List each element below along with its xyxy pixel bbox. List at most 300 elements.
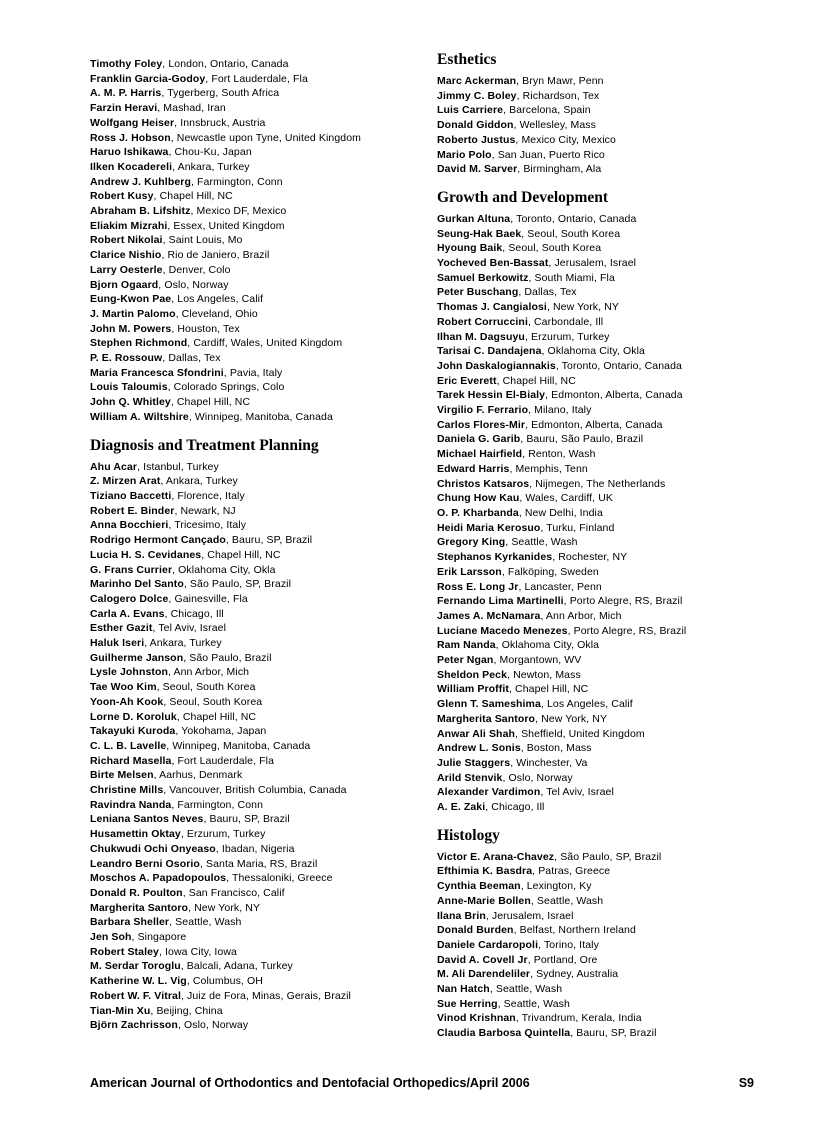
reviewer-location: , Chapel Hill, NC bbox=[170, 396, 251, 409]
reviewer-name: Ram Nanda bbox=[437, 639, 496, 652]
reviewer-name: G. Frans Currier bbox=[90, 563, 173, 576]
reviewer-entry bbox=[90, 219, 438, 234]
reviewer-entry bbox=[437, 477, 782, 492]
reviewer-name: Maria Francesca Sfondrini bbox=[90, 366, 224, 379]
reviewer-name: Gregory King bbox=[437, 536, 506, 549]
reviewer-name: Ilken Kocadereli bbox=[90, 160, 173, 173]
reviewer-location: , Chou-Ku, Japan bbox=[168, 146, 252, 159]
reviewer-entry bbox=[437, 103, 782, 118]
reviewer-entry bbox=[90, 959, 438, 974]
reviewer-location: , São Paulo, Brazil bbox=[183, 651, 272, 664]
reviewer-location: , Los Angeles, Calif bbox=[540, 698, 633, 711]
reviewer-entry bbox=[90, 278, 438, 293]
reviewer-location: , Yokohama, Japan bbox=[175, 725, 267, 738]
reviewer-name: Franklin Garcia-Godoy bbox=[90, 72, 206, 85]
reviewer-location: , Seattle, Wash bbox=[497, 997, 570, 1010]
reviewer-name: Abraham B. Lifshitz bbox=[90, 205, 191, 218]
reviewer-location: , Balcali, Adana, Turkey bbox=[180, 960, 293, 973]
reviewer-entry bbox=[437, 653, 782, 668]
reviewer-entry bbox=[437, 118, 782, 133]
reviewer-name: Mario Polo bbox=[437, 148, 492, 161]
reviewer-name: Daniela G. Garib bbox=[437, 433, 521, 446]
reviewer-location: , Ann Arbor, Mich bbox=[168, 666, 250, 679]
reviewer-entry bbox=[90, 189, 438, 204]
reviewer-name: Donald Burden bbox=[437, 924, 514, 937]
reviewer-name: Esther Gazit bbox=[90, 622, 153, 635]
section-heading: Esthetics bbox=[437, 51, 497, 68]
reviewer-name: Christos Katsaros bbox=[437, 477, 530, 490]
reviewer-location: , Newark, NJ bbox=[174, 504, 236, 517]
reviewer-location: , Sheffield, United Kingdom bbox=[515, 727, 645, 740]
reviewer-entry bbox=[90, 504, 438, 519]
reviewer-location: , Houston, Tex bbox=[171, 322, 240, 335]
reviewer-entry bbox=[437, 89, 782, 104]
reviewer-name: Moschos A. Papadopoulos bbox=[90, 872, 227, 885]
reviewer-location: , Istanbul, Turkey bbox=[137, 460, 219, 473]
reviewer-location: , Torino, Italy bbox=[538, 938, 599, 951]
reviewer-location: , Chapel Hill, NC bbox=[176, 710, 257, 723]
reviewer-location: , Belfast, Northern Ireland bbox=[513, 924, 636, 937]
reviewer-entry bbox=[90, 768, 438, 783]
reviewer-location: , Seoul, South Korea bbox=[163, 695, 263, 708]
reviewer-name: Katherine W. L. Vig bbox=[90, 975, 187, 988]
reviewer-location: , Rochester, NY bbox=[552, 551, 628, 564]
reviewer-name: Jimmy C. Boley bbox=[437, 89, 517, 102]
reviewer-location: , Seattle, Wash bbox=[530, 894, 604, 907]
reviewer-name: Marc Ackerman bbox=[437, 75, 517, 87]
section-heading: Histology bbox=[437, 826, 500, 844]
footer-page-number: S9 bbox=[738, 1076, 754, 1090]
reviewer-entry bbox=[437, 850, 782, 865]
reviewer-entry bbox=[437, 74, 782, 89]
reviewer-entry bbox=[437, 1026, 782, 1041]
reviewer-name: Lorne D. Koroluk bbox=[90, 710, 177, 723]
reviewer-entry bbox=[437, 491, 782, 506]
reviewer-name: Heidi Maria Kerosuo bbox=[437, 521, 541, 534]
reviewer-entry bbox=[437, 894, 782, 909]
reviewer-location: , Seoul, South Korea bbox=[502, 242, 602, 255]
reviewer-name: Roberto Justus bbox=[437, 133, 516, 146]
reviewer-name: Björn Zachrisson bbox=[90, 1019, 178, 1032]
reviewer-location: , Juiz de Fora, Minas, Gerais, Brazil bbox=[180, 989, 351, 1002]
reviewer-entry bbox=[90, 621, 438, 636]
reviewer-entry bbox=[90, 915, 438, 930]
reviewer-name: Julie Staggers bbox=[437, 756, 511, 769]
reviewer-name: Nan Hatch bbox=[437, 983, 490, 996]
reviewer-location: , Winchester, Va bbox=[510, 756, 588, 769]
reviewer-location: , Porto Alegre, RS, Brazil bbox=[563, 595, 683, 608]
reviewer-name: Anne-Marie Bollen bbox=[437, 894, 531, 907]
reviewer-entry bbox=[90, 131, 438, 146]
reviewer-name: P. E. Rossouw bbox=[90, 352, 163, 365]
reviewer-entry bbox=[437, 133, 782, 148]
reviewer-location: , Richardson, Tex bbox=[516, 89, 600, 102]
reviewer-location: , Pavia, Italy bbox=[223, 366, 283, 379]
reviewer-name: Stephen Richmond bbox=[90, 337, 188, 350]
reviewer-location: , Chapel Hill, NC bbox=[496, 374, 576, 387]
reviewer-location: , South Miami, Fla bbox=[528, 271, 615, 284]
reviewer-name: Anna Bocchieri bbox=[90, 519, 169, 532]
right-column bbox=[437, 51, 782, 1041]
reviewer-entry bbox=[437, 741, 782, 756]
reviewer-entry bbox=[437, 609, 782, 624]
reviewer-location: , Ibadan, Nigeria bbox=[215, 842, 295, 855]
reviewer-location: , Toronto, Ontario, Canada bbox=[510, 212, 637, 225]
reviewer-entry bbox=[90, 116, 438, 131]
reviewer-entry bbox=[90, 533, 438, 548]
reviewer-name: Margherita Santoro bbox=[90, 901, 189, 914]
reviewer-location: , London, Ontario, Canada bbox=[162, 58, 289, 70]
reviewer-name: Ahu Acar bbox=[90, 460, 138, 473]
reviewer-name: Birte Melsen bbox=[90, 769, 154, 782]
reviewer-name: Gurkan Altuna bbox=[437, 212, 511, 225]
reviewer-name: Barbara Sheller bbox=[90, 916, 170, 929]
reviewer-location: , Gainesville, Fla bbox=[168, 592, 248, 605]
reviewer-name: Lucia H. S. Cevidanes bbox=[90, 548, 202, 561]
reviewer-name: Chung How Kau bbox=[437, 492, 520, 505]
reviewer-entry bbox=[90, 739, 438, 754]
reviewer-entry bbox=[90, 665, 438, 680]
reviewer-entry bbox=[90, 886, 438, 901]
reviewer-entry bbox=[90, 322, 438, 337]
reviewer-entry bbox=[90, 592, 438, 607]
reviewer-entry bbox=[90, 101, 438, 116]
reviewer-name: Erik Larsson bbox=[437, 565, 502, 578]
reviewer-location: , Seattle, Wash bbox=[169, 916, 242, 929]
reviewer-entry bbox=[90, 710, 438, 725]
reviewer-name: Husamettin Oktay bbox=[90, 828, 181, 841]
reviewer-location: , Nijmegen, The Netherlands bbox=[529, 477, 666, 490]
reviewer-location: , Oslo, Norway bbox=[177, 1019, 249, 1032]
reviewer-location: , Newcastle upon Tyne, United Kingdom bbox=[170, 131, 362, 144]
reviewer-entry bbox=[437, 785, 782, 800]
reviewer-location: , Barcelona, Spain bbox=[503, 104, 591, 117]
reviewer-name: Robert Staley bbox=[90, 945, 159, 958]
reviewer-entry bbox=[90, 204, 438, 219]
reviewer-location: , Tygerberg, South Africa bbox=[161, 87, 280, 100]
reviewer-entry bbox=[90, 460, 438, 475]
section-heading: Diagnosis and Treatment Planning bbox=[90, 436, 319, 454]
reviewer-name: Donald R. Poulton bbox=[90, 886, 183, 899]
reviewer-entry bbox=[437, 300, 782, 315]
reviewer-name: C. L. B. Lavelle bbox=[90, 739, 167, 752]
reviewer-name: Vinod Krishnan bbox=[437, 1012, 516, 1025]
reviewer-entry bbox=[90, 160, 438, 175]
reviewer-name: Marinho Del Santo bbox=[90, 578, 184, 591]
reviewer-entry bbox=[90, 798, 438, 813]
reviewer-entry bbox=[90, 827, 438, 842]
reviewer-entry bbox=[437, 506, 782, 521]
reviewer-entry bbox=[90, 607, 438, 622]
reviewer-entry bbox=[437, 1011, 782, 1026]
reviewer-location: , Aarhus, Denmark bbox=[153, 769, 243, 782]
reviewer-entry bbox=[90, 548, 438, 563]
reviewer-location: , Carbondale, Ill bbox=[527, 315, 604, 328]
reviewer-name: Larry Oesterle bbox=[90, 263, 163, 276]
reviewer-location: , Saint Louis, Mo bbox=[162, 234, 243, 247]
reviewer-name: Haruo Ishikawa bbox=[90, 146, 169, 159]
reviewer-name: John M. Powers bbox=[90, 322, 172, 335]
reviewer-location: , Bryn Mawr, Penn bbox=[516, 75, 604, 87]
reviewer-location: , Oslo, Norway bbox=[158, 278, 229, 291]
reviewer-entry bbox=[437, 374, 782, 389]
reviewer-entry bbox=[90, 263, 438, 278]
reviewer-name: Glenn T. Sameshima bbox=[437, 698, 541, 711]
reviewer-entry bbox=[437, 418, 782, 433]
reviewer-name: Eric Everett bbox=[437, 374, 497, 387]
reviewer-name: Claudia Barbosa Quintella bbox=[437, 1027, 571, 1040]
reviewer-name: Peter Ngan bbox=[437, 654, 494, 667]
reviewer-name: J. Martin Palomo bbox=[90, 307, 176, 320]
reviewer-entry bbox=[437, 162, 782, 177]
reviewer-name: Ilhan M. Dagsuyu bbox=[437, 330, 525, 343]
reviewer-entry bbox=[437, 388, 782, 403]
reviewer-entry bbox=[90, 410, 438, 425]
reviewer-name: Robert E. Binder bbox=[90, 504, 175, 517]
reviewer-entry bbox=[437, 462, 782, 477]
reviewer-name: Sue Herring bbox=[437, 997, 498, 1010]
reviewer-entry bbox=[90, 489, 438, 504]
reviewer-name: Michael Hairfield bbox=[437, 448, 523, 461]
reviewer-location: , Chapel Hill, NC bbox=[509, 683, 589, 696]
reviewer-name: Sheldon Peck bbox=[437, 668, 508, 681]
reviewer-entry bbox=[90, 292, 438, 307]
reviewer-name: Virgilio F. Ferrario bbox=[437, 404, 529, 417]
reviewer-name: James A. McNamara bbox=[437, 609, 541, 622]
reviewer-entry bbox=[437, 938, 782, 953]
reviewer-name: Thomas J. Cangialosi bbox=[437, 301, 547, 314]
reviewer-name: Daniele Cardaropoli bbox=[437, 938, 539, 951]
reviewer-entry bbox=[437, 967, 782, 982]
reviewer-name: O. P. Kharbanda bbox=[437, 506, 519, 519]
reviewer-name: Leandro Berni Osorio bbox=[90, 857, 200, 870]
reviewer-name: Robert Kusy bbox=[90, 190, 154, 203]
reviewer-entry bbox=[90, 842, 438, 857]
reviewer-name: Leniana Santos Neves bbox=[90, 813, 204, 826]
reviewer-name: Rodrigo Hermont Cançado bbox=[90, 534, 226, 547]
reviewer-entry bbox=[437, 624, 782, 639]
reviewer-location: , Lancaster, Penn bbox=[518, 580, 602, 593]
reviewer-location: , Cardiff, Wales, United Kingdom bbox=[187, 337, 343, 350]
reviewer-entry bbox=[437, 697, 782, 712]
reviewer-name: Lysle Johnston bbox=[90, 666, 169, 679]
reviewer-name: A. M. P. Harris bbox=[90, 87, 162, 100]
reviewer-location: , Santa Maria, RS, Brazil bbox=[199, 857, 318, 870]
reviewer-name: William A. Wiltshire bbox=[90, 410, 189, 423]
reviewer-entry bbox=[90, 680, 438, 695]
reviewer-entry bbox=[90, 724, 438, 739]
reviewer-location: , Jerusalem, Israel bbox=[548, 257, 637, 270]
reviewer-entry bbox=[437, 521, 782, 536]
reviewer-entry bbox=[437, 638, 782, 653]
reviewer-name: Eliakim Mizrahi bbox=[90, 219, 168, 232]
reviewer-name: Takayuki Kuroda bbox=[90, 725, 176, 738]
reviewer-location: , New York, NY bbox=[188, 901, 261, 914]
reviewer-name: Christine Mills bbox=[90, 784, 164, 797]
reviewer-location: , Ankara, Turkey bbox=[160, 475, 238, 488]
reviewer-location: , Essex, United Kingdom bbox=[167, 219, 285, 232]
reviewer-name: Luis Carriere bbox=[437, 104, 504, 117]
reviewer-entry bbox=[90, 901, 438, 916]
reviewer-location: , Thessaloniki, Greece bbox=[226, 872, 333, 885]
reviewer-name: Carlos Flores-Mir bbox=[437, 418, 526, 431]
reviewer-name: Yocheved Ben-Bassat bbox=[437, 257, 549, 270]
reviewer-entry bbox=[90, 86, 438, 101]
reviewer-entry bbox=[437, 315, 782, 330]
reviewer-entry bbox=[437, 800, 782, 815]
reviewer-name: Donald Giddon bbox=[437, 119, 514, 132]
reviewer-entry bbox=[437, 909, 782, 924]
reviewer-location: , Oklahoma City, Okla bbox=[541, 345, 645, 358]
reviewer-entry bbox=[437, 148, 782, 163]
reviewer-name: Robert W. F. Vitral bbox=[90, 989, 181, 1002]
reviewer-name: Ross E. Long Jr bbox=[437, 580, 519, 593]
reviewer-entry bbox=[437, 344, 782, 359]
reviewer-location: , Winnipeg, Manitoba, Canada bbox=[188, 410, 333, 423]
reviewer-location: , Boston, Mass bbox=[520, 742, 592, 755]
reviewer-entry bbox=[90, 380, 438, 395]
reviewer-entry bbox=[90, 754, 438, 769]
reviewer-entry bbox=[437, 594, 782, 609]
reviewer-location: , Vancouver, British Columbia, Canada bbox=[163, 784, 347, 797]
reviewer-location: , Mexico DF, Mexico bbox=[190, 205, 287, 218]
reviewer-location: , Edmonton, Alberta, Canada bbox=[545, 389, 683, 402]
reviewer-name: Tiziano Baccetti bbox=[90, 489, 172, 502]
reviewer-name: Guilherme Janson bbox=[90, 651, 184, 664]
reviewer-name: Ross J. Hobson bbox=[90, 131, 171, 144]
reviewer-name: Tarek Hessin El-Bialy bbox=[437, 389, 546, 402]
reviewer-name: Tarisai C. Dandajena bbox=[437, 345, 542, 358]
reviewer-location: , Winnipeg, Manitoba, Canada bbox=[166, 739, 311, 752]
reviewer-entry bbox=[90, 636, 438, 651]
reviewer-entry bbox=[90, 974, 438, 989]
reviewer-entry bbox=[90, 248, 438, 263]
reviewer-location: , Turku, Finland bbox=[540, 521, 615, 534]
reviewer-entry bbox=[90, 1018, 438, 1033]
reviewer-entry bbox=[437, 359, 782, 374]
reviewer-entry bbox=[90, 945, 438, 960]
reviewer-location: , Dallas, Tex bbox=[518, 286, 577, 299]
reviewer-entry bbox=[90, 783, 438, 798]
reviewer-location: , Seoul, South Korea bbox=[521, 227, 621, 240]
reviewer-location: , Oklahoma City, Okla bbox=[495, 639, 600, 652]
reviewer-entry bbox=[90, 57, 438, 72]
reviewer-name: Samuel Berkowitz bbox=[437, 271, 529, 284]
reviewer-entry bbox=[437, 447, 782, 462]
reviewer-location: , Farmington, Conn bbox=[171, 798, 264, 811]
reviewer-name: Victor E. Arana-Chavez bbox=[437, 850, 555, 863]
reviewer-name: Cynthia Beeman bbox=[437, 880, 521, 893]
reviewer-entry bbox=[437, 271, 782, 286]
reviewer-location: , Seoul, South Korea bbox=[156, 681, 256, 694]
reviewer-location: , Denver, Colo bbox=[162, 263, 231, 276]
reviewer-name: Edward Harris bbox=[437, 462, 510, 475]
reviewer-location: , Seattle, Wash bbox=[505, 536, 578, 549]
reviewer-name: Richard Masella bbox=[90, 754, 172, 767]
reviewer-location: , Singapore bbox=[131, 931, 187, 944]
reviewer-location: , San Francisco, Calif bbox=[182, 886, 285, 899]
reviewer-name: Stephanos Kyrkanides bbox=[437, 551, 553, 564]
reviewer-entry bbox=[437, 668, 782, 683]
reviewer-name: Wolfgang Heiser bbox=[90, 116, 175, 129]
reviewer-name: M. Serdar Toroglu bbox=[90, 960, 181, 973]
reviewer-entry bbox=[437, 682, 782, 697]
reviewer-location: , Tel Aviv, Israel bbox=[152, 622, 227, 635]
reviewer-name: Carla A. Evans bbox=[90, 607, 165, 620]
reviewer-location: , Chicago, Ill bbox=[485, 801, 545, 814]
reviewer-entry bbox=[437, 212, 782, 227]
reviewer-location: , Bauru, SP, Brazil bbox=[203, 813, 290, 826]
reviewer-location: , Rio de Janiero, Brazil bbox=[161, 249, 270, 262]
reviewer-entry bbox=[437, 879, 782, 894]
page-footer bbox=[90, 1076, 754, 1090]
reviewer-name: Jen Soh bbox=[90, 931, 132, 944]
reviewer-entry bbox=[437, 923, 782, 938]
reviewer-location: , São Paulo, SP, Brazil bbox=[554, 850, 662, 863]
reviewer-entry bbox=[437, 580, 782, 595]
reviewer-entry bbox=[437, 330, 782, 345]
reviewer-name: Margherita Santoro bbox=[437, 712, 536, 725]
reviewer-name: Arild Stenvik bbox=[437, 771, 503, 784]
reviewer-location: , Sydney, Australia bbox=[530, 968, 619, 981]
left-column bbox=[90, 57, 438, 1033]
reviewer-location: , Fort Lauderdale, Fla bbox=[171, 754, 275, 767]
reviewer-location: , Tricesimo, Italy bbox=[168, 519, 247, 532]
reviewer-name: Haluk Iseri bbox=[90, 637, 145, 650]
reviewer-location: , Mexico City, Mexico bbox=[515, 133, 616, 146]
reviewer-entry bbox=[437, 953, 782, 968]
reviewer-entry bbox=[437, 727, 782, 742]
reviewer-location: , Memphis, Tenn bbox=[509, 462, 588, 475]
reviewer-location: , Dallas, Tex bbox=[162, 352, 221, 365]
footer-journal-title: American Journal of Orthodontics and Dentofacial Orthopedics/April 2006 bbox=[90, 1076, 530, 1090]
reviewer-location: , Beijing, China bbox=[150, 1004, 223, 1017]
reviewer-name: David M. Sarver bbox=[437, 163, 518, 176]
reviewer-name: Timothy Foley bbox=[90, 58, 163, 70]
reviewer-location: , New York, NY bbox=[546, 301, 619, 314]
reviewer-name: Andrew L. Sonis bbox=[437, 742, 521, 755]
reviewer-location: , Renton, Wash bbox=[522, 448, 596, 461]
reviewer-name: Tian-Min Xu bbox=[90, 1004, 151, 1017]
reviewer-location: , New York, NY bbox=[535, 712, 608, 725]
reviewer-entry bbox=[90, 351, 438, 366]
reviewer-location: , Iowa City, Iowa bbox=[159, 945, 237, 958]
reviewer-name: Clarice Nishio bbox=[90, 249, 162, 262]
reviewer-entry bbox=[90, 695, 438, 710]
reviewer-location: , São Paulo, SP, Brazil bbox=[183, 578, 292, 591]
reviewer-location: , Lexington, Ky bbox=[520, 880, 592, 893]
reviewer-entry bbox=[90, 145, 438, 160]
reviewer-name: Hyoung Baik bbox=[437, 242, 503, 255]
reviewer-location: , Bauru, São Paulo, Brazil bbox=[520, 433, 644, 446]
reviewer-location: , Erzurum, Turkey bbox=[180, 828, 266, 841]
reviewer-location: , Patras, Greece bbox=[532, 865, 611, 878]
reviewer-entry bbox=[90, 857, 438, 872]
reviewer-name: Robert Nikolai bbox=[90, 234, 163, 247]
reviewer-name: Peter Buschang bbox=[437, 286, 519, 299]
reviewer-name: Anwar Ali Shah bbox=[437, 727, 516, 740]
reviewer-name: Tae Woo Kim bbox=[90, 681, 157, 694]
reviewer-location: , Ankara, Turkey bbox=[172, 160, 250, 173]
reviewer-name: John Daskalogiannakis bbox=[437, 359, 556, 372]
reviewer-entry bbox=[90, 395, 438, 410]
reviewer-location: , Colorado Springs, Colo bbox=[167, 381, 285, 394]
reviewer-location: , Chicago, Ill bbox=[164, 607, 224, 620]
reviewer-entry bbox=[90, 366, 438, 381]
reviewer-location: , Milano, Italy bbox=[528, 404, 592, 417]
reviewer-entry bbox=[90, 1004, 438, 1019]
reviewer-location: , Bauru, SP, Brazil bbox=[570, 1027, 657, 1040]
